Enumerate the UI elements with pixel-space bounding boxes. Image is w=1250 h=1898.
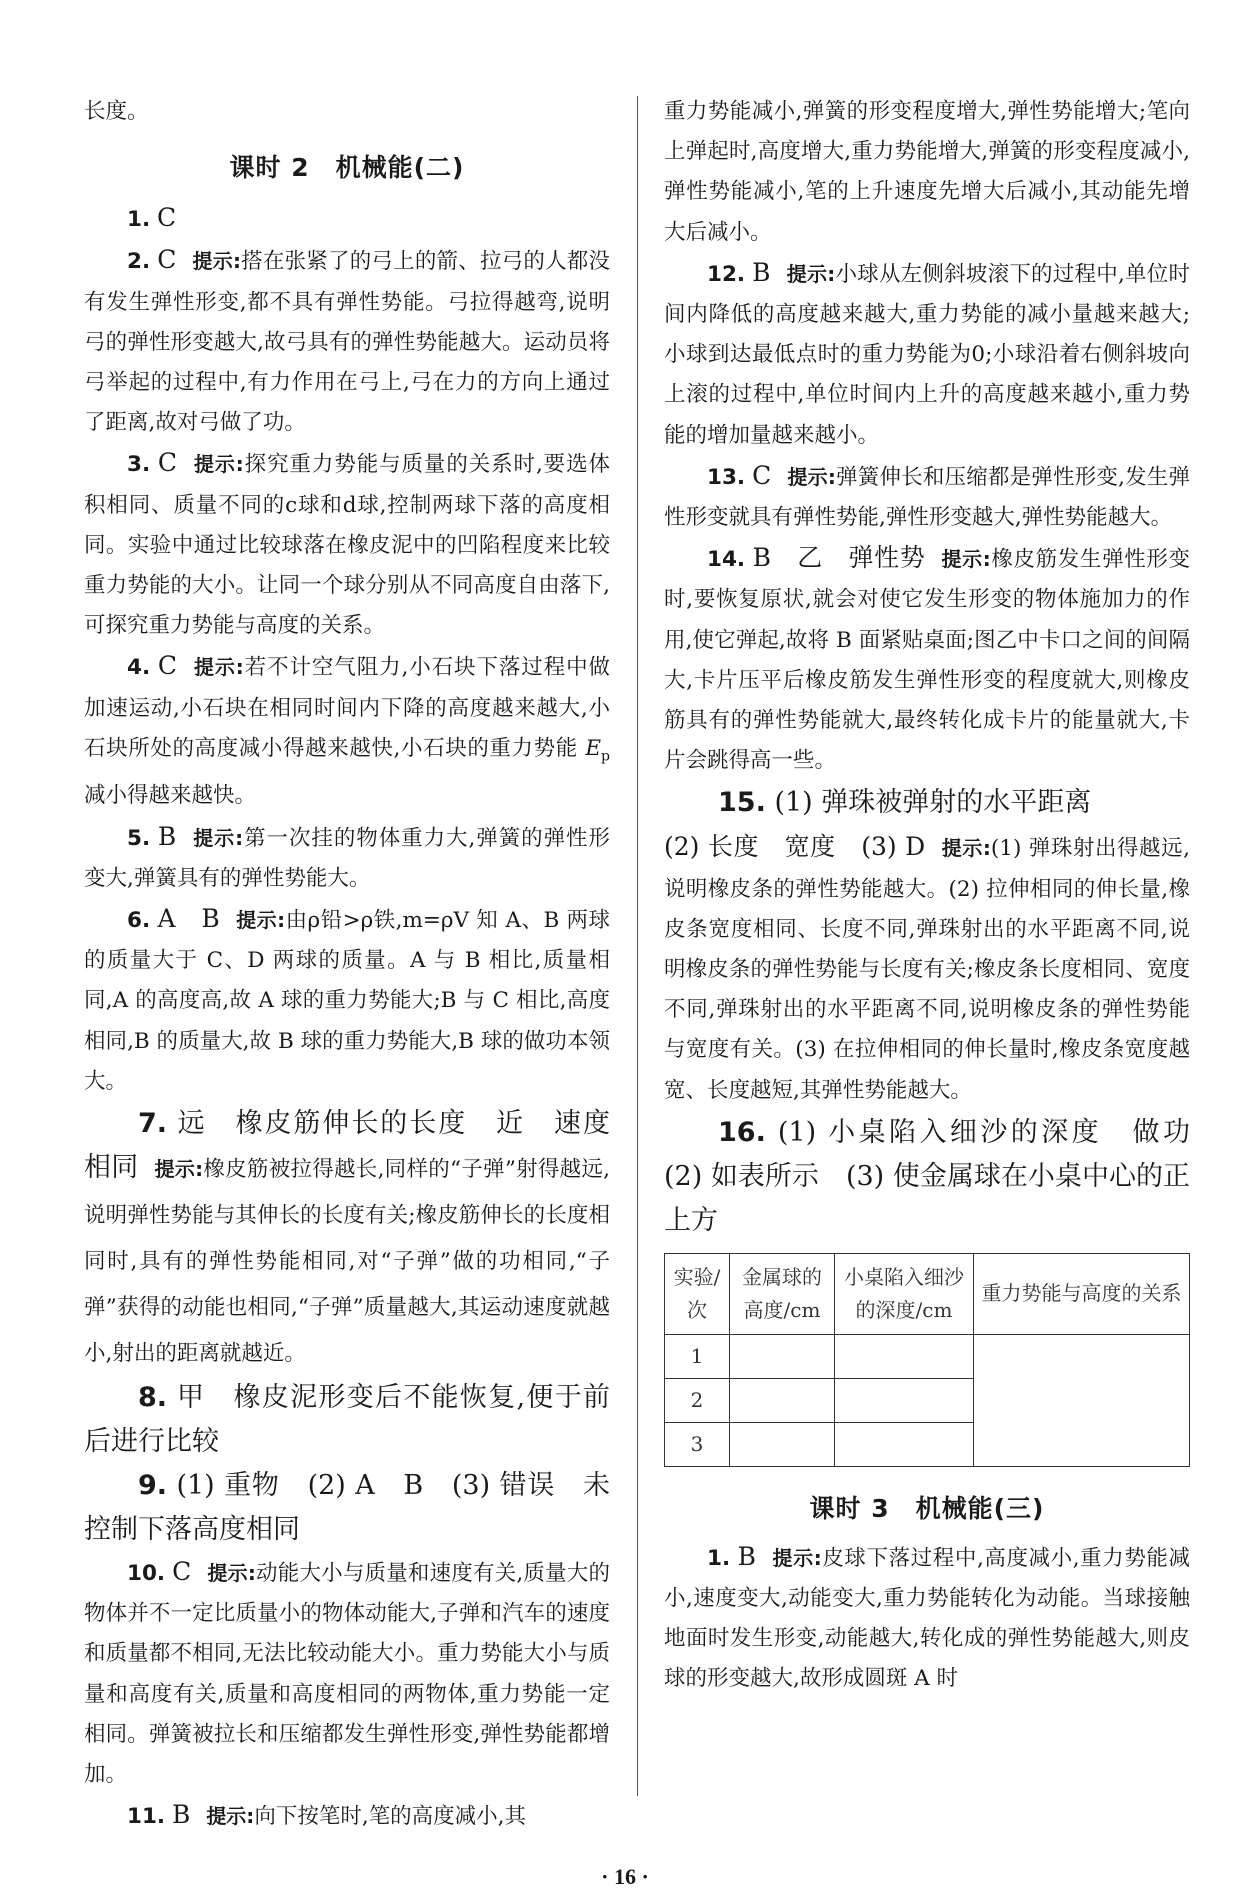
row-number: 2 <box>665 1378 730 1422</box>
table-cell-merged <box>974 1334 1190 1466</box>
lesson3-question-1: 1. B 提示:皮球下落过程中,高度减小,重力势能减小,速度变大,动能变大,重力势能转化为动能。当球接触地面时发生形变,动能越大,转化成的弹性势能越大,则皮球的形变越大,故形成圆斑 A 时 <box>664 1541 1191 1692</box>
column-divider <box>637 96 638 1796</box>
intro-line: 长度。 <box>84 99 149 124</box>
table-cell <box>730 1334 835 1378</box>
question-5: 5. B 提示:第一次挂的物体重力大,弹簧的弹性形变大,弹簧具有的弹性势能大。 <box>84 821 610 891</box>
table-cell <box>835 1334 974 1378</box>
row-number: 3 <box>665 1422 730 1466</box>
question-2: 2. C 提示:搭在张紧了的弓上的箭、拉弓的人都没有发生弹性形变,都不具有弹性势能。弓拉得越弯,说明弓的弹性形变越大,故弓具有的弹性势能越大。运动员将弓举起的过程中,有力作用在弓上,弓在力的方向上通过了距离,故对弓做了功。 <box>84 245 610 436</box>
left-column <box>84 92 637 1837</box>
question-14: 14. B 乙 弹性势 提示:橡皮筋发生弹性形变时,要恢复原状,就会对使它发生形变的物体施加力的作用,使它弹起,故将 B 面紧贴桌面;图乙中卡口之间的间隔大,卡片压平后橡皮筋发生弹性形变的程度就大,则橡皮筋具有的弹性势能就大,最终转化成卡片的能量就大,卡片会跳得高一些。 <box>664 543 1190 774</box>
question-12: 12. B 提示:小球从左侧斜坡滚下的过程中,单位时间内降低的高度越来越大,重力势能的减小量越来越大;小球到达最低点时的重力势能为0;小球沿着右侧斜坡向上滚的过程中,单位时间内上升的高度越来越小,重力势能的增加量越来越小。 <box>664 257 1191 448</box>
table-header-cell: 实验/次 <box>665 1253 730 1334</box>
table-header-cell: 金属球的高度/cm <box>730 1253 835 1334</box>
right-column <box>664 92 1217 1700</box>
table-header-cell: 小桌陷入细沙的深度/cm <box>835 1253 974 1334</box>
question-6: 6. A B 提示:由ρ铅>ρ铁,m=ρV 知 A、B 两球的质量大于 C、D 两球的质量。A 与 B 相比,质量相同,A 的高度高,故 A 球的重力势能大;B 与 C 相比,高度相同,B 的质量大,故 B 球的重力势能大,B 球的做功本领大。 <box>84 903 610 1094</box>
question-3: 3. C 提示:探究重力势能与质量的关系时,要选体积相同、质量不同的c球和d球,控制两球下落的高度相同。实验中通过比较球落在橡皮泥中的凹陷程度来比较重力势能的大小。让同一个球分别从不同高度自由落下,可探究重力势能与高度的关系。 <box>84 448 610 639</box>
question-15-explanation: (2) 长度 宽度 (3) D 提示:(1) 弹珠射出得越远,说明橡皮条的弹性势能越大。(2) 拉伸相同的伸长量,橡皮条宽度相同、长度不同,弹珠射出的水平距离不同,说明橡皮条的弹性势能与长度有关;橡皮条长度相同、宽度不同,弹珠射出的水平距离不同,说明橡皮条的弹性势能与宽度有关。(3) 在拉伸相同的伸长量时,橡皮条宽度越宽、长度越短,其弹性势能越大。 <box>664 832 1191 1103</box>
lesson3-title: 课时 3 机械能(三) <box>809 1493 1045 1523</box>
lesson2-title: 课时 2 机械能(二) <box>229 153 465 183</box>
question-9: 9. (1) 重物 (2) A B (3) 错误 未控制下落高度相同 <box>84 1469 610 1545</box>
question-16: 16. (1) 小桌陷入细沙的深度 做功 (2) 如表所示 (3) 使金属球在小桌中心的正上方 <box>664 1116 1217 1236</box>
table-header-row <box>665 1253 1190 1334</box>
table-cell <box>730 1378 835 1422</box>
question-13: 13. C 提示:弹簧伸长和压缩都是弹性形变,发生弹性形变就具有弹性势能,弹性形变越大,弹性势能越大。 <box>664 460 1190 531</box>
table-cell <box>835 1422 974 1466</box>
table-row <box>665 1334 1190 1378</box>
question-8: 8. 甲 橡皮泥形变后不能恢复,便于前后进行比较 <box>84 1381 610 1457</box>
table-header-cell: 重力势能与高度的关系 <box>974 1253 1190 1334</box>
row-number: 1 <box>665 1334 730 1378</box>
experiment-table <box>664 1253 1190 1467</box>
question-7: 7. 远 橡皮筋伸长的长度 近 速度 相同 提示:橡皮筋被拉得越长,同样的“子弹”射得越远,说明弹性势能与其伸长的长度有关;橡皮筋伸长的长度相同时,具有的弹性势能相同,对“子弹”做的功相同,“子弹”获得的动能也相同,“子弹”质量越大,其运动速度就越小,射出的距离就越近。 <box>84 1107 637 1366</box>
question-10: 10. C 提示:动能大小与质量和速度有关,质量大的物体并不一定比质量小的物体动能大,子弹和汽车的速度和质量都不相同,无法比较动能大小。重力势能大小与质量和高度有关,质量和高度相同的两物体,重力势能一定相同。弹簧被拉长和压缩都发生弹性形变,弹性势能都增加。 <box>84 1556 610 1787</box>
question-4: 4. C 提示:若不计空气阻力,小石块下落过程中做加速运动,小石块在相同时间内下降的高度越来越大,小石块所处的高度减小得越来越快,小石块的重力势能 $E_p$ 减小得越来越快。 <box>84 651 610 809</box>
question-11: 11. B 提示:向下按笔时,笔的高度减小,其 <box>127 1800 526 1830</box>
table-cell <box>730 1422 835 1466</box>
question-15-answer: 15. (1) 弹珠被弹射的水平距离 <box>718 787 1092 819</box>
question-1: 1. C <box>127 203 177 233</box>
table-cell <box>835 1378 974 1422</box>
question-11-continued: 重力势能减小,弹簧的形变程度增大,弹性势能增大;笔向上弹起时,高度增大,重力势能增大,弹簧的形变程度减小,弹性势能减小,笔的上升速度先增大后减小,其动能先增大后减小。 <box>664 99 1190 245</box>
page-number: · 16 · <box>601 1864 649 1889</box>
